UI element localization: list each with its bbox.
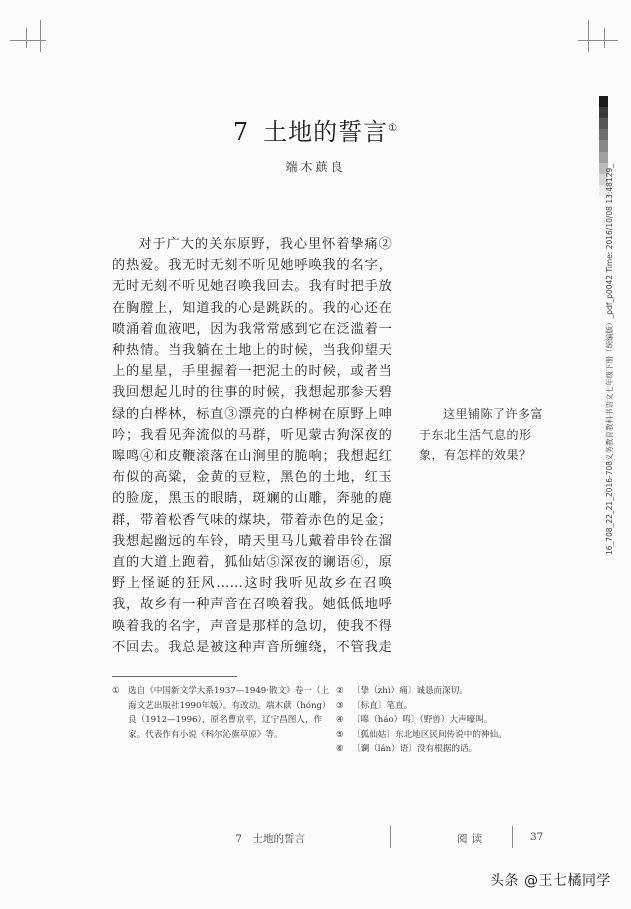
footnote-text: 选自《中国新文学大系1937—1949·散文》卷一（上海文艺出版社1990年版）。有改动。端木蕻（hóng）良（1912—1996），原名曹京平，辽宁昌图人，作家。代表作有小说《科尔沁旗草原》等。 [128, 686, 330, 740]
footer-chapter: 7 土地的誓言 [235, 833, 305, 845]
title-footnote-mark: ① [388, 123, 399, 134]
footnote-mark: ② [336, 686, 344, 696]
crop-mark-tl-v [40, 20, 41, 52]
footer-divider [390, 826, 391, 848]
lesson-title [0, 112, 631, 147]
author: 端木蕻良 [285, 160, 346, 174]
footer-section: 阅读 [457, 833, 486, 845]
footnote-text: 〔嗥（háo）鸣〕（野兽）大声嚎叫。 [352, 715, 493, 725]
crop-mark-tl-v2 [26, 28, 27, 48]
footnote-text: 〔狐仙姑〕东北地区民间传说中的神仙。 [352, 729, 507, 740]
watermark: 头条 @王七橘同学 [490, 873, 611, 889]
footnote-item [336, 728, 536, 743]
footnote-mark: ④ [336, 715, 344, 725]
crop-mark-tr-h [578, 40, 618, 41]
footnote-item [336, 699, 536, 714]
crop-mark-tl-h [10, 40, 46, 41]
footnote-text: 〔挚（zhì）痛〕诚恳而深切。 [352, 686, 468, 696]
footnote-item [336, 713, 536, 728]
lesson-number: 7 [232, 118, 250, 146]
footnote-mark: ③ [336, 700, 344, 711]
footnote-text: 〔标直〕笔直。 [352, 700, 413, 711]
page-footer [112, 826, 552, 850]
footnotes-right [336, 684, 536, 757]
footnote-text: 〔谰（lán）语〕没有根据的话。 [352, 744, 478, 754]
footnote-mark: ⑤ [336, 729, 344, 740]
side-note: 这里铺陈了许多富于东北生活气息的形象，有怎样的效果？ [419, 407, 544, 462]
footnote-item [336, 684, 536, 699]
footnote-mark: ① [112, 686, 120, 696]
main-text [112, 234, 392, 660]
lesson-title-text: 土地的誓言 [263, 118, 389, 146]
crop-mark-tr-v2 [604, 28, 605, 48]
page-number: 37 [530, 831, 544, 843]
body-paragraph: 对于广大的关东原野，我心里怀着挚痛②的热爱。我无时无刻不听见她呼唤我的名字，无时无刻不听见她召唤我回去。我有时把手放在胸膛上，知道我的心是跳跃的。我的心还在喷涌着血液吧，因为我常常感到它在泛滥着一种热情。当我躺在土地上的时候，当我仰望天上的星星，手里握着一把泥土的时候，或者当我回想起儿时的往事的时候，我想起那参天碧绿的白桦林，标直③漂亮的白桦树在原野上呻吟；我看见奔流似的马群，听见蒙古狗深夜的嗥鸣④和皮鞭滚落在山涧里的脆响；我想起红布似的高粱，金黄的豆粒，黑色的土地，红玉的脸庞，黑玉的眼睛，斑斓的山雕，奔驰的鹿群，带着松香气味的煤块，带着赤色的足金；我想起幽远的车铃，晴天里马儿戴着串铃在溜直的大道上跑着，狐仙姑⑤深夜的谰语⑥，原野上怪诞的狂风……这时我听见故乡在召唤我，故乡有一种声音在召唤着我。她低低地呼唤着我的名字，声音是那样的急切，使我不得不回去。我总是被这种声音所缠绕，不管我走 [112, 237, 392, 655]
print-info: 16_708_22_21_2016-708义务教育教科书语文七年级下册（统编版）_pdf_p0042 Time: 2016/10/08 13:48129_ [605, 163, 614, 555]
footnote-mark: ⑥ [336, 744, 344, 754]
crop-mark-tr-v [588, 20, 589, 52]
footnotes-left [112, 684, 330, 742]
footer-divider [512, 826, 513, 848]
footnote-item [112, 684, 330, 742]
footnote-rule [112, 676, 237, 677]
footnote-item [336, 742, 536, 757]
